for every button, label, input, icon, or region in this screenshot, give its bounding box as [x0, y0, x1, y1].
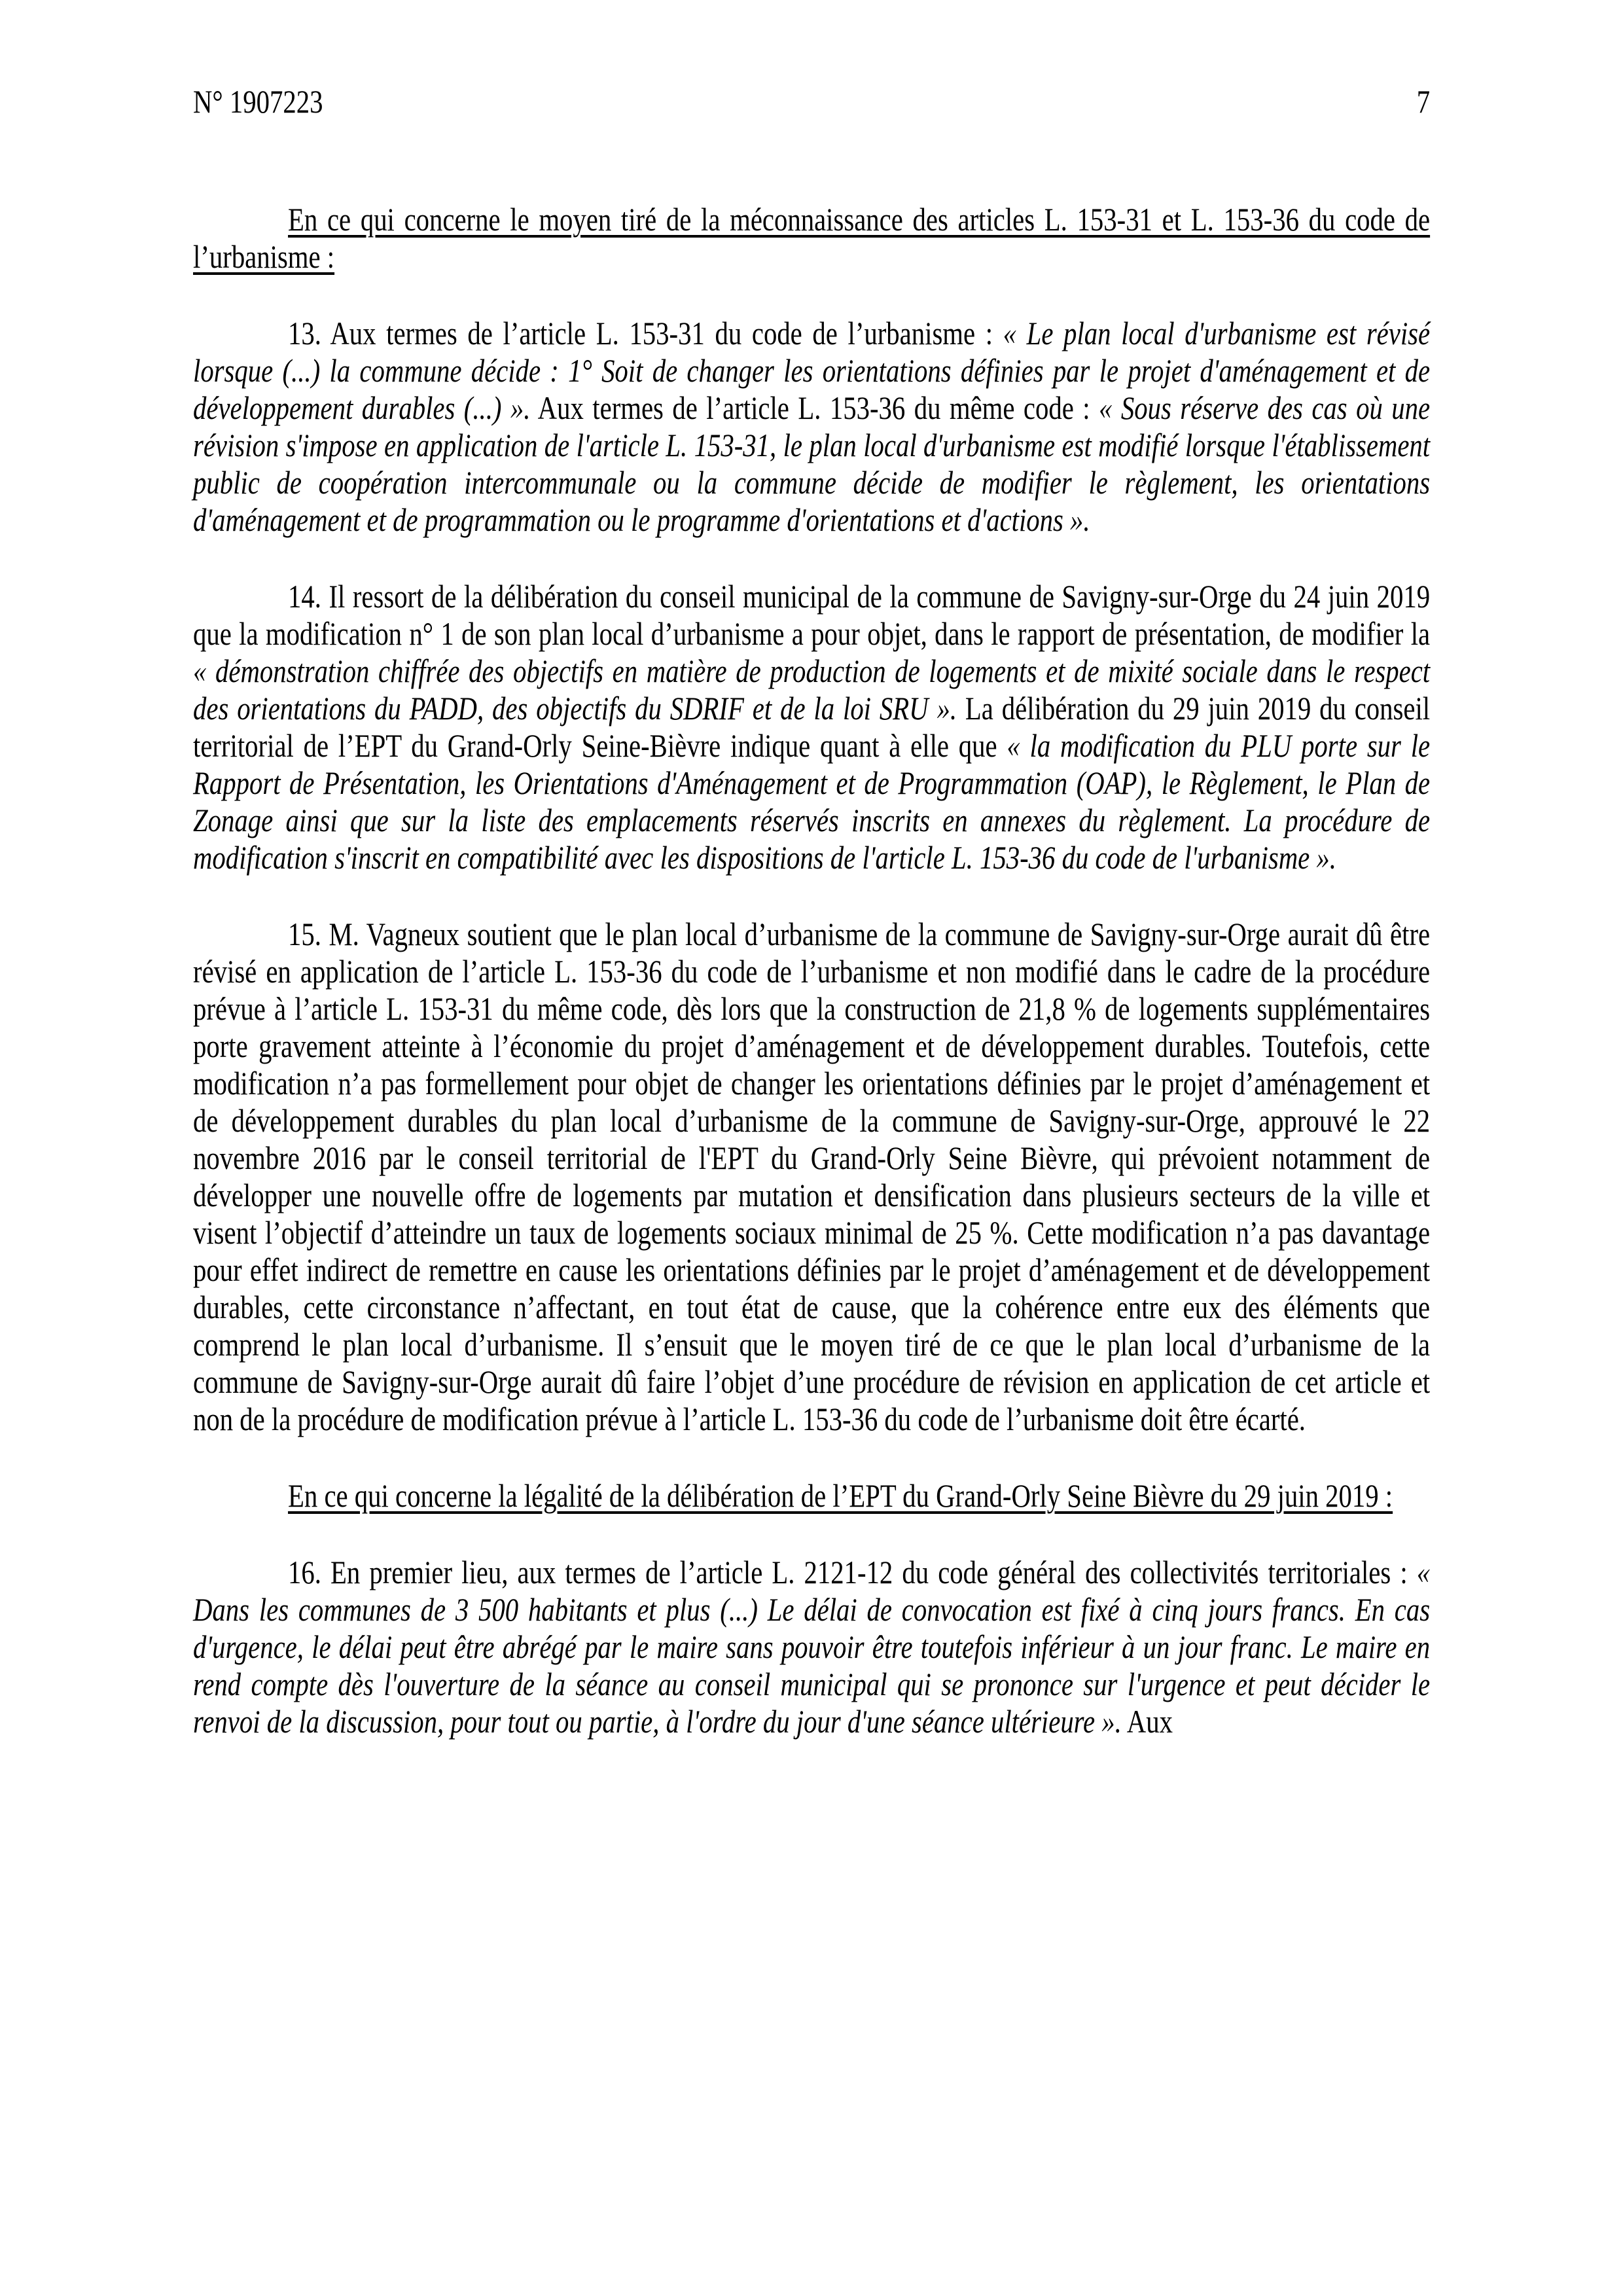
- page-header: [193, 83, 1430, 120]
- text-run: La délibération du 29 juin 2019 du conseil territorial de l’EPT du Grand-Orly Seine-Bièvre indique quant à elle que: [193, 690, 1431, 764]
- quoted-text-run: « Le plan local d'urbanisme est révisé lorsque (...) la commune décide : 1° Soit de changer les orientations définies par le projet d'aménagement et de développement durables (...) ».: [193, 315, 1431, 426]
- section-heading-meconnaissance-articles: [193, 201, 1430, 276]
- quoted-text-run: « la modification du PLU porte sur le Rapport de Présentation, les Orientations d'Aménagement et de Programmation (OAP), le Règlement, le Plan de Zonage ainsi que sur la liste des emplacements réservés inscrits en annexes du règlement. La procédure de modification s'inscrit en compatibilité avec les dispositions de l'article L. 153-36 du code de l'urbanisme ».: [193, 727, 1431, 876]
- page-number: 7: [1416, 83, 1431, 120]
- quoted-text-run: « Sous réserve des cas où une révision s'impose en application de l'article L. 153-31, le plan local d'urbanisme est modifié lorsque l'établissement public de coopération intercommunale ou la commune décide de modifier le règlement, les orientations d'aménagement et de programmation ou le programme d'orientations et d'actions ».: [193, 389, 1431, 538]
- text-run: 15. M. Vagneux soutient que le plan local d’urbanisme de la commune de Savigny-sur-Orge aurait dû être révisé en application de l’article L. 153-36 du code de l’urbanisme et non modifié dans le cadre de la procédure prévue à l’article L. 153-31 du même code, dès lors que la construction de 21,8 % de logements supplémentaires porte gravement atteinte à l’économie du projet d’aménagement et de développement durables. Toutefois, cette modification n’a pas formellement pour objet de changer les orientations définies par le projet d’aménagement et de développement durables du plan local d’urbanisme de la commune de Savigny-sur-Orge, approuvé le 22 novembre 2016 par le conseil territorial de l'EPT du Grand-Orly Seine Bièvre, qui prévoient notamment de développer une nouvelle offre de logements par mutation et densification dans plusieurs secteurs de la ville et visent l’objectif d’atteindre un taux de logements sociaux minimal de 25 %. Cette modification n’a pas davantage pour effet indirect de remettre en cause les orientations définies par le projet d’aménagement et de développement durables, cette circonstance n’affectant, en tout état de cause, que la cohérence entre eux des éléments que comprend le plan local d’urbanisme. Il s’ensuit que le moyen tiré de ce que le plan local d’urbanisme de la commune de Savigny-sur-Orge aurait dû faire l’objet d’une procédure de révision en application de cet article et non de la procédure de modification prévue à l’article L. 153-36 du code de l’urbanisme doit être écarté.: [193, 916, 1431, 1437]
- text-run: Aux: [1121, 1703, 1173, 1740]
- text-run: 16. En premier lieu, aux termes de l’article L. 2121-12 du code général des collectivités territoriales :: [288, 1554, 1417, 1590]
- doc-number: N° 1907223: [193, 83, 323, 120]
- paragraph-15: [193, 916, 1430, 1438]
- section-heading-legalite-deliberation: [193, 1477, 1430, 1515]
- quoted-text-run: « démonstration chiffrée des objectifs en matière de production de logements et de mixité sociale dans le respect des orientations du PADD, des objectifs du SDRIF et de la loi SRU ».: [193, 653, 1431, 726]
- quoted-text-run: « Dans les communes de 3 500 habitants et plus (...) Le délai de convocation est fixé à cinq jours francs. En cas d'urgence, le délai peut être abrégé par le maire sans pouvoir être toutefois inférieur à un jour franc. Le maire en rend compte dès l'ouverture de la séance au conseil municipal qui se prononce sur l'urgence et peut décider le renvoi de la discussion, pour tout ou partie, à l'ordre du jour d'une séance ultérieure ».: [193, 1554, 1431, 1740]
- text-run: 14. Il ressort de la délibération du conseil municipal de la commune de Savigny-sur-Orge du 24 juin 2019 que la modification n° 1 de son plan local d’urbanisme a pour objet, dans le rapport de présentation, de modifier la: [193, 578, 1431, 652]
- page-content: [193, 83, 1430, 1740]
- section-heading-text: En ce qui concerne la légalité de la délibération de l’EPT du Grand-Orly Seine Bièvre du 29 juin 2019 :: [288, 1477, 1393, 1514]
- section-heading-text: En ce qui concerne le moyen tiré de la méconnaissance des articles L. 153-31 et L. 153-36 du code de l’urbanisme :: [193, 201, 1431, 275]
- text-run: Aux termes de l’article L. 153-36 du même code :: [530, 389, 1099, 426]
- text-run: 13. Aux termes de l’article L. 153-31 du code de l’urbanisme :: [288, 315, 1003, 351]
- paragraph-14: [193, 578, 1430, 876]
- paragraph-13: [193, 315, 1430, 539]
- paragraph-16: [193, 1554, 1430, 1740]
